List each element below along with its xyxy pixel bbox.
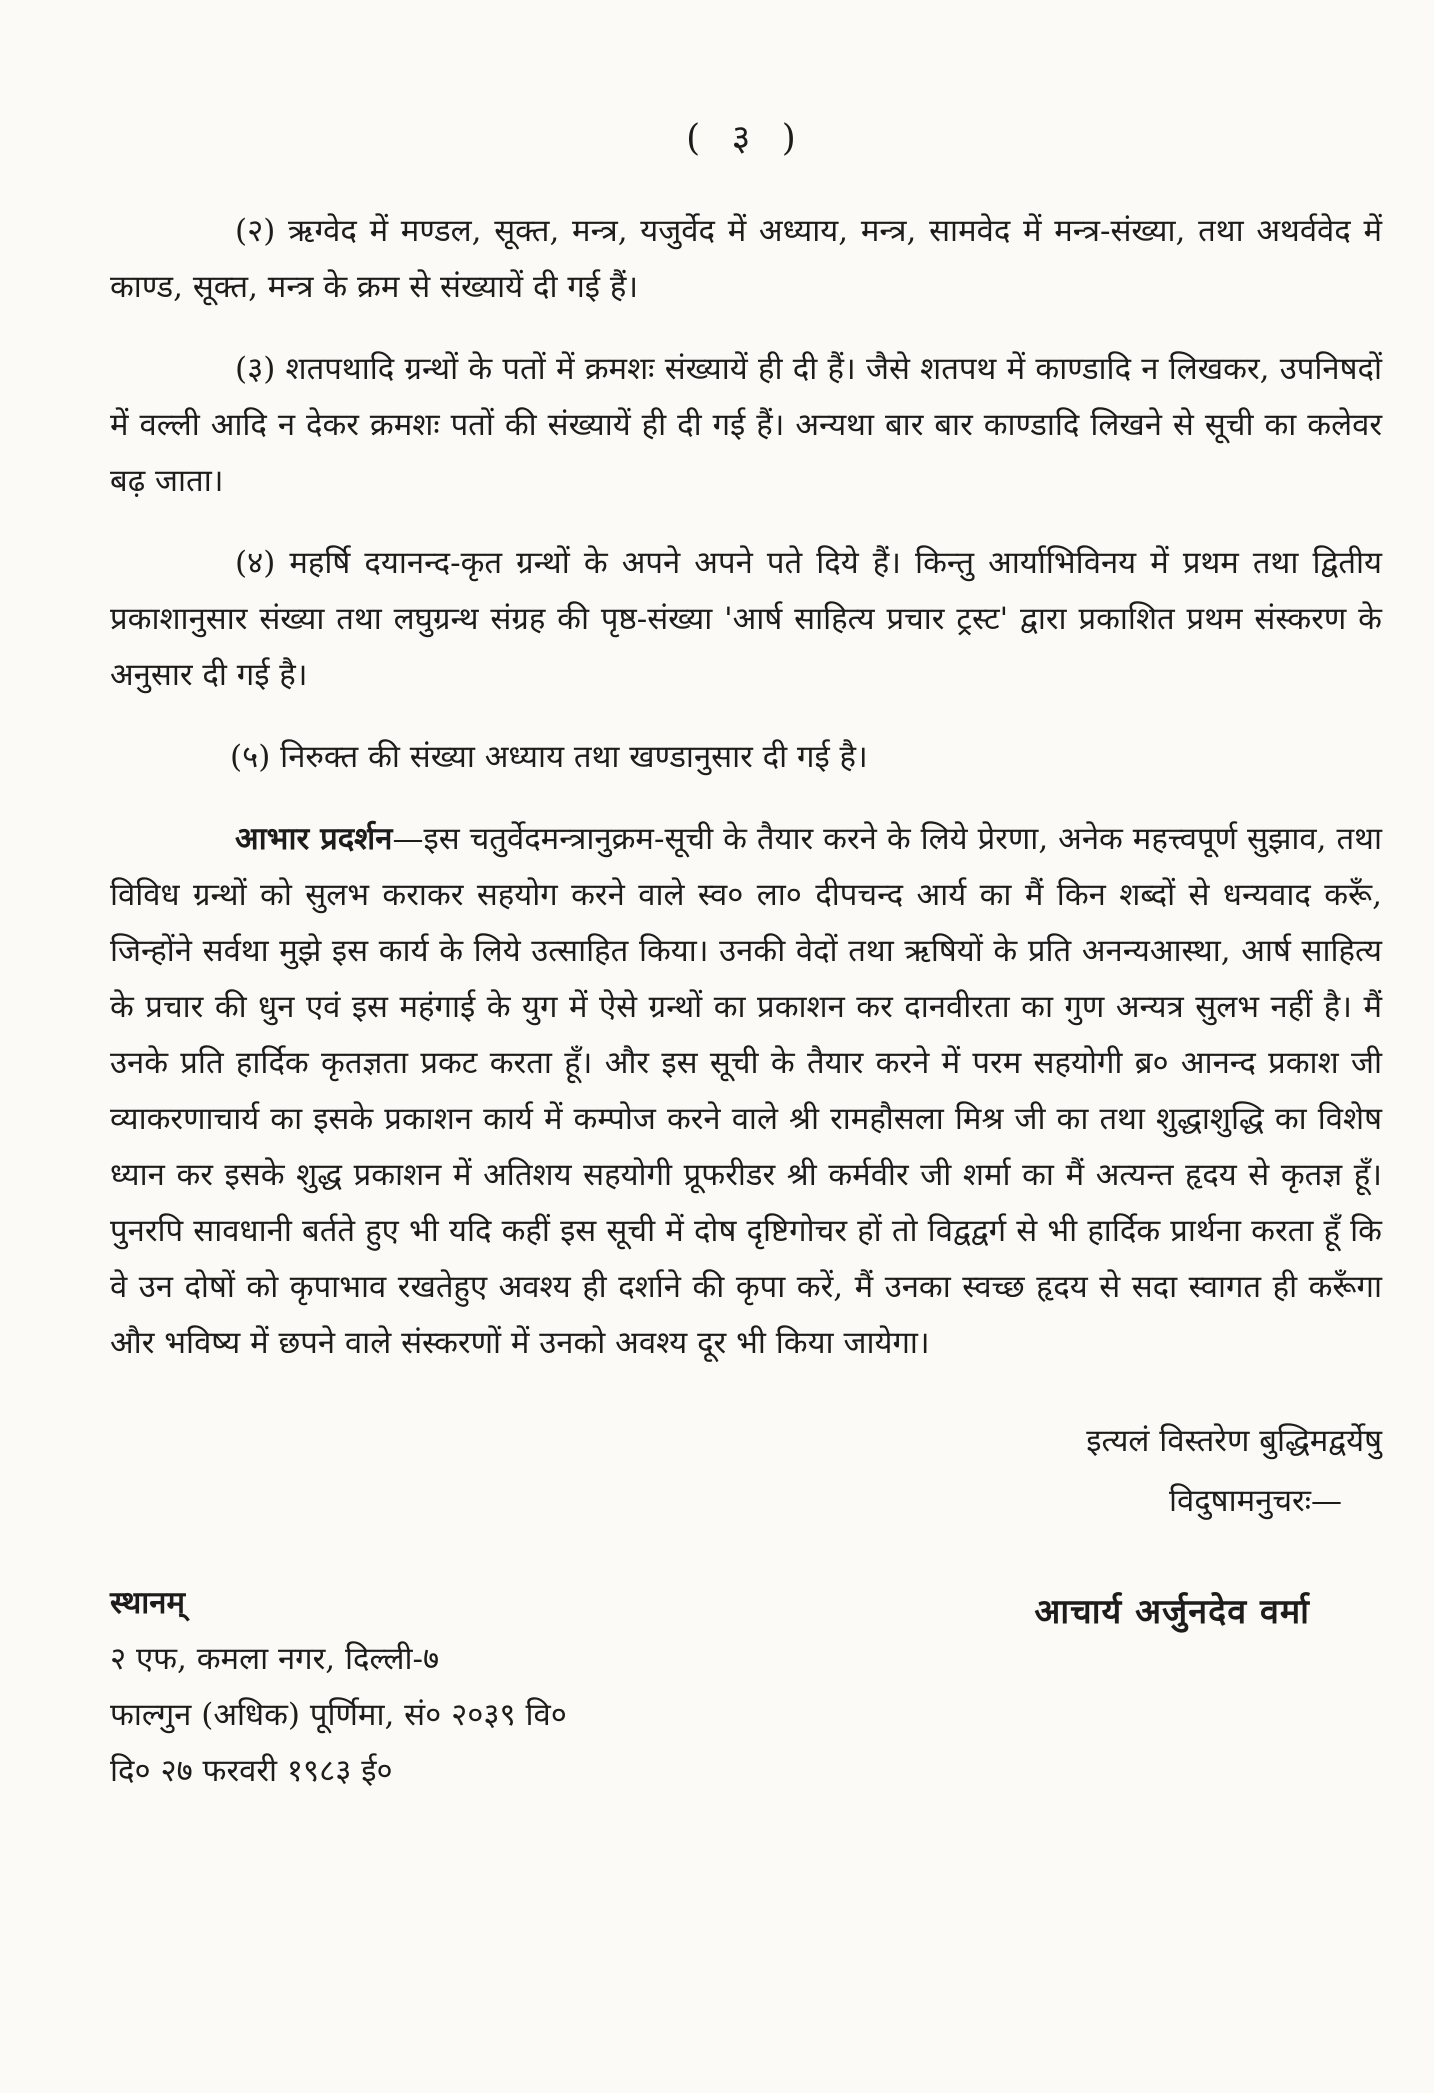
acknowledgement-body: —इस चतुर्वेदमन्त्रानुक्रम-सूची के तैयार करने के लिये प्रेरणा, अनेक महत्त्वपूर्ण सुझाव, तथा विविध ग्रन्थों को सुलभ कराकर सहयोग करने वाले स्व० ला० दीपचन्द आर्य का मैं किन शब्दों से धन्यवाद करूँ, जिन्होंने सर्वथा मुझे इस कार्य के लिये उत्साहित किया। उनकी वेदों तथा ऋषियों के प्रति अनन्यआस्था, आर्ष साहित्य के प्रचार की धुन एवं इस महंगाई के युग में ऐसे ग्रन्थों का प्रकाशन कर दानवीरता का गुण अन्यत्र सुलभ नहीं है। मैं उनके प्रति हार्दिक कृतज्ञता प्रकट करता हूँ। और इस सूची के तैयार करने में परम सहयोगी ब्र० आनन्द प्रकाश जी व्याकरणाचार्य का इसके प्रकाशन कार्य में कम्पोज करने वाले श्री रामहौसला मिश्र जी का तथा शुद्धाशुद्धि का विशेष ध्यान कर इसके शुद्ध प्रकाशन में अतिशय सहयोगी प्रूफरीडर श्री कर्मवीर जी शर्मा का मैं अत्यन्त हृदय से कृतज्ञ हूँ। पुनरपि सावधानी बर्तते हुए भी यदि कहीं इस सूची में दोष दृष्टिगोचर हों तो विद्वद्वर्ग से भी हार्दिक प्रार्थना करता हूँ कि वे उन दोषों को कृपाभाव रखतेहुए अवश्य ही दर्शाने की कृपा करें, मैं उनका स्वच्छ हृदय से सदा स्वागत ही करूँगा और भविष्य में छपने वाले संस्करणों में उनको अवश्य दूर भी किया जायेगा। <box>110 821 1383 1361</box>
date-vikram: फाल्गुन (अधिक) पूर्णिमा, सं० २०३९ वि० <box>110 1697 567 1733</box>
acknowledgement-heading: आभार प्रदर्शन <box>235 821 393 857</box>
author-signature: आचार्य अर्जुनदेव वर्मा <box>1034 1592 1310 1632</box>
footer <box>110 1575 1382 1835</box>
paragraph-5: (५) निरुक्त की संख्या अध्याय तथा खण्डानुसार दी गई है। <box>230 739 868 775</box>
closing-line-1: इत्यलं विस्तरेण बुद्धिमद्वर्येषु <box>1086 1423 1382 1459</box>
place-address: २ एफ, कमला नगर, दिल्ली-७ <box>110 1641 440 1677</box>
closing-line-2: विदुषामनुचरः— <box>1168 1483 1342 1519</box>
date-gregorian: दि० २७ फरवरी १९८३ ई० <box>110 1753 393 1789</box>
closing-salutation <box>110 1411 1382 1531</box>
paragraph-3: (३) शतपथादि ग्रन्थों के पतों में क्रमशः संख्यायें ही दी हैं। जैसे शतपथ में काण्डादि न लिखकर, उपनिषदों में वल्ली आदि न देकर क्रमशः पतों की संख्यायें ही दी गई हैं। अन्यथा बार बार काण्डादि लिखने से सूची का कलेवर बढ़ जाता। <box>110 351 1382 499</box>
place-block <box>110 1575 567 1799</box>
paragraph-4: (४) महर्षि दयानन्द-कृत ग्रन्थों के अपने अपने पते दिये हैं। किन्तु आर्याभिविनय में प्रथम तथा द्वितीय प्रकाशानुसार संख्या तथा लघुग्रन्थ संग्रह की पृष्ठ-संख्या 'आर्ष साहित्य प्रचार ट्रस्ट' द्वारा प्रकाशित प्रथम संस्करण के अनुसार दी गई है। <box>110 545 1382 693</box>
paragraph-2: (२) ऋग्वेद में मण्डल, सूक्त, मन्त्र, यजुर्वेद में अध्याय, मन्त्र, सामवेद में मन्त्र-संख्या, तथा अथर्ववेद में काण्ड, सूक्त, मन्त्र के क्रम से संख्यायें दी गई हैं। <box>110 213 1382 305</box>
place-label: स्थानम् <box>110 1585 186 1621</box>
acknowledgement-paragraph <box>110 811 1382 1371</box>
page-number: ( ३ ) <box>686 118 806 159</box>
